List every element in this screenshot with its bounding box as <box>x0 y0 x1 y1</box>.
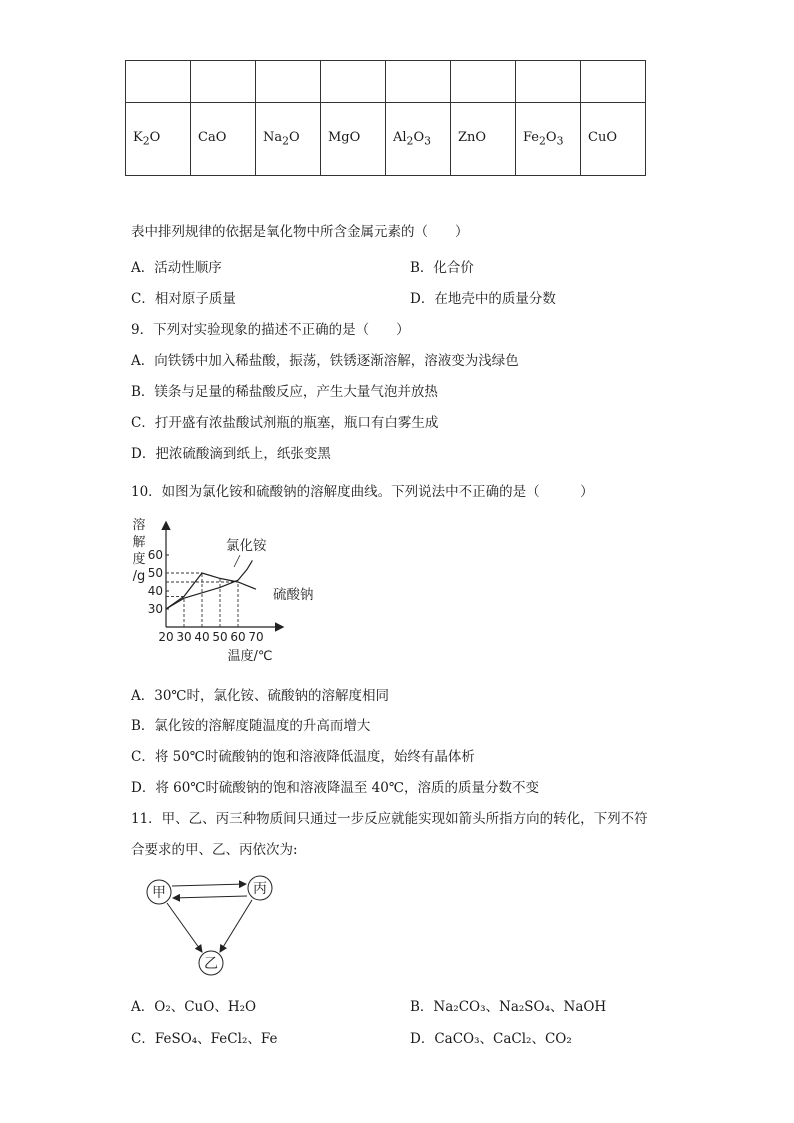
oxide-cell: ZnO <box>451 103 516 176</box>
x-tick-label: 70 <box>248 630 264 644</box>
arrow-bing-to-jia <box>173 896 247 898</box>
node-yi-label: 乙 <box>204 956 218 972</box>
table-cell <box>126 61 191 103</box>
oxide-cell: CaO <box>191 103 256 176</box>
oxide-cell: $Na_2O$ <box>256 103 321 176</box>
q8-option-d: D．在地壳中的质量分数 <box>410 291 556 307</box>
table-cell <box>191 61 256 103</box>
x-tick-label: 50 <box>212 630 228 644</box>
y-tick-label: 60 <box>147 548 163 562</box>
q8-option-c: C．相对原子质量 <box>131 291 236 307</box>
q8-option-a: A．活动性顺序 <box>131 260 222 276</box>
solubility-chart <box>130 515 330 665</box>
series-label-ammonium-chloride: 氯化铵 <box>226 538 267 554</box>
q8-stem: 表中排列规律的依据是氧化物中所含金属元素的（ ） <box>131 224 469 240</box>
table-cell <box>581 61 646 103</box>
oxide-cell: CuO <box>581 103 646 176</box>
x-tick-label: 30 <box>176 630 192 644</box>
guide-lines <box>166 573 238 627</box>
q10-option-a: A．30℃时，氯化铵、硫酸钠的溶解度相同 <box>131 688 390 704</box>
y-axis-label-char: 溶 <box>132 518 146 533</box>
q8-option-b: B．化合价 <box>410 260 474 276</box>
arrow-jia-to-bing <box>172 884 246 886</box>
node-bing-label: 丙 <box>253 881 267 897</box>
q9-option-c: C．打开盛有浓盐酸试剂瓶的瓶塞，瓶口有白雾生成 <box>131 415 439 431</box>
q11-option-c: C．FeSO₄、FeCl₂、Fe <box>131 1031 278 1047</box>
y-tick-label: 40 <box>147 584 163 598</box>
series-lines <box>166 560 256 609</box>
x-axis-label: 温度/℃ <box>227 649 273 664</box>
q10-option-d: D．将 60℃时硫酸钠的饱和溶液降温至 40℃，溶质的质量分数不变 <box>131 780 539 796</box>
oxide-table <box>125 60 646 176</box>
x-tick-labels <box>158 630 263 644</box>
q11-stem-line1: 11．甲、乙、丙三种物质间只通过一步反应就能实现如箭头所指方向的转化，下列不符 <box>131 811 648 827</box>
series-line-ammonium-chloride <box>166 560 252 609</box>
q11-option-b: B．Na₂CO₃、Na₂SO₄、NaOH <box>410 999 607 1015</box>
oxide-cell: $Fe_2O_3$ <box>516 103 581 176</box>
q10-stem: 10．如图为氯化铵和硫酸钠的溶解度曲线。下列说法中不正确的是（ ） <box>131 484 594 500</box>
series-label-sodium-sulfate: 硫酸钠 <box>273 587 314 603</box>
y-axis-label-char: 度 <box>132 552 146 567</box>
y-tick-label: 50 <box>147 566 163 580</box>
q10-option-c: C．将 50℃时硫酸钠的饱和溶液降低温度，始终有晶体析 <box>131 749 475 765</box>
series-label-leader <box>234 555 240 567</box>
oxide-cell: MgO <box>321 103 386 176</box>
table-cell <box>256 61 321 103</box>
series-line-sodium-sulfate <box>166 573 256 609</box>
y-axis-label-char: 解 <box>132 535 146 550</box>
table-cell <box>386 61 451 103</box>
oxide-cell: $K_2O$ <box>126 103 191 176</box>
q11-stem-line2: 合要求的甲、乙、丙依次为: <box>131 842 298 858</box>
q10-option-b: B．氯化铵的溶解度随温度的升高而增大 <box>131 718 371 734</box>
y-axis-label <box>132 517 145 584</box>
q9-option-b: B．镁条与足量的稀盐酸反应，产生大量气泡并放热 <box>131 384 438 400</box>
q11-option-d: D．CaCO₃、CaCl₂、CO₂ <box>410 1031 572 1047</box>
node-jia-label: 甲 <box>152 885 166 901</box>
arrow-bing-to-yi <box>220 900 252 952</box>
x-tick-label: 20 <box>158 630 174 644</box>
conversion-diagram <box>140 872 280 980</box>
x-tick-label: 40 <box>194 630 210 644</box>
arrow-jia-to-yi <box>167 903 202 952</box>
table-row-oxides <box>126 103 646 176</box>
y-tick-label: 30 <box>147 602 163 616</box>
q9-option-a: A．向铁锈中加入稀盐酸，振荡，铁锈逐渐溶解，溶液变为浅绿色 <box>131 353 519 369</box>
y-axis-label-char: /g <box>132 569 146 584</box>
oxide-cell: $Al_2O_3$ <box>386 103 451 176</box>
table-cell <box>516 61 581 103</box>
table-row-empty <box>126 61 646 103</box>
x-tick-label: 60 <box>230 630 246 644</box>
q9-stem: 9．下列对实验现象的描述不正确的是（ ） <box>131 322 410 338</box>
series-labels <box>226 538 314 603</box>
table-cell <box>321 61 386 103</box>
q9-option-d: D．把浓硫酸滴到纸上，纸张变黑 <box>131 446 331 462</box>
q11-option-a: A．O₂、CuO、H₂O <box>131 999 257 1015</box>
table-cell <box>451 61 516 103</box>
